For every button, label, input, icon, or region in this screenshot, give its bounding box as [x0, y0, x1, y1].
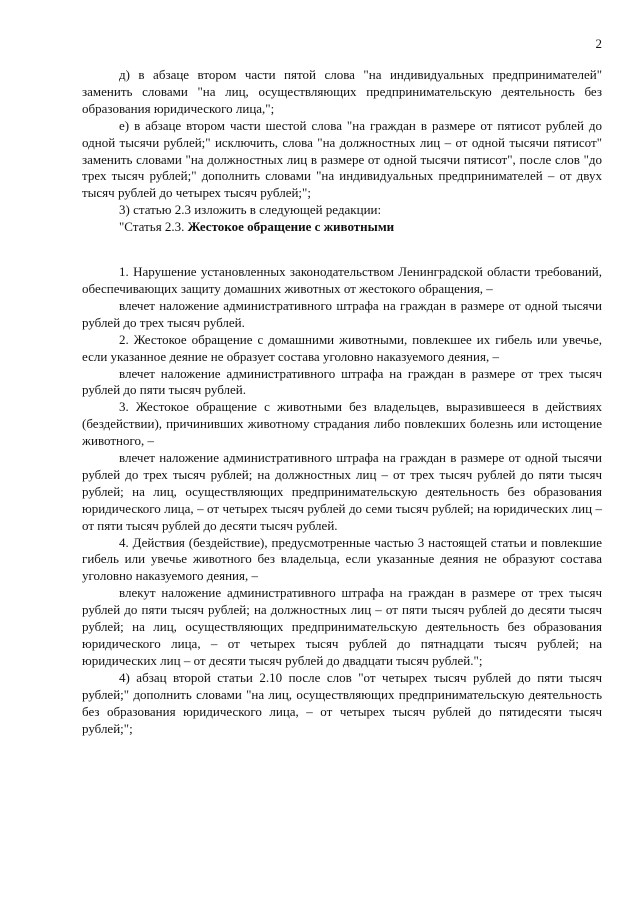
article-heading — [82, 219, 602, 236]
article-heading-prefix: "Статья 2.3. — [119, 219, 188, 235]
part-2-penalty: влечет наложение административного штрафа на граждан в размере от трех тысяч рублей до пяти тысяч рублей. — [82, 365, 602, 398]
part-3-text: 3. Жестокое обращение с животными без владельцев, выразившееся в действиях (бездействии), причинивших животному страдания либо повлекших болезнь или истощение животного, – — [82, 399, 602, 449]
part-3-penalty: влечет наложение административного штрафа на граждан в размере от одной тысячи рублей до трех тысяч рублей; на должностных лиц – от трех тысяч рублей до пяти тысяч рублей; на лиц, осуществляющих предпринимательскую деятельность без образования юридического лица, – от четырех тысяч рублей до семи тысяч рублей; на юридических лиц – от пяти тысяч рублей до десяти тысяч рублей. — [82, 450, 602, 533]
paragraph-e: е) в абзаце втором части шестой слова "на граждан в размере от пятисот рублей до одной тысячи рублей;" исключить, слова "на должностных лиц – от одной тысячи пятисот" заменить словами "на должностных лиц в размере от одной тысячи пятисот", после слов "до трех тысяч рублей;" дополнить словами "на индивидуальных предпринимателей – от двух тысяч рублей до четырех тысяч рублей;"; — [82, 117, 602, 201]
paragraph-3: 3) статью 2.3 изложить в следующей редакции: — [119, 202, 382, 218]
part-4-penalty: влекут наложение административного штрафа на граждан в размере от трех тысяч рублей до пяти тысяч рублей; на должностных лиц – от пяти тысяч рублей до десяти тысяч рублей; на лиц, осуществляющих предпринимательскую деятельность без образования юридического лица, – от четырех тысяч рублей до пятнадцати тысяч рублей; на юридических лиц – от десяти тысяч рублей до двадцати тысяч рублей."; — [82, 585, 602, 668]
page-number: 2 — [595, 36, 602, 51]
part-1-penalty: влечет наложение административного штрафа на граждан в размере от одной тысячи рублей до трех тысяч рублей. — [82, 297, 602, 330]
part-1-text: 1. Нарушение установленных законодательством Ленинградской области требований, обеспечивающих защиту домашних животных от жестокого обращения, – — [82, 264, 602, 296]
part-2-text: 2. Жестокое обращение с домашними животными, повлекшее их гибель или увечье, если указанное деяние не образует состава уголовно наказуемого деяния, – — [82, 331, 602, 364]
document-body — [82, 67, 602, 737]
paragraph-4: 4) абзац второй статьи 2.10 после слов "от четырех тысяч рублей до пяти тысяч рублей;" дополнить словами "на лиц, осуществляющих предпринимательскую деятельность без образования юридического лица, – от четырех тысяч рублей до пятидесяти тысяч рублей;"; — [82, 669, 602, 736]
article-heading-title: Жестокое обращение с животными — [187, 219, 395, 235]
blank-line — [82, 236, 602, 264]
paragraph-d: д) в абзаце втором части пятой слова "на индивидуальных предпринимателей" заменить словами "на лиц, осуществляющих предпринимательскую деятельность без образования юридического лица,"; — [82, 67, 602, 116]
part-4-text: 4. Действия (бездействие), предусмотренные частью 3 настоящей статьи и повлекшие гибель или увечье животного без владельца, если указанные деяния не образуют состава уголовно наказуемого деяния, – — [82, 534, 602, 584]
